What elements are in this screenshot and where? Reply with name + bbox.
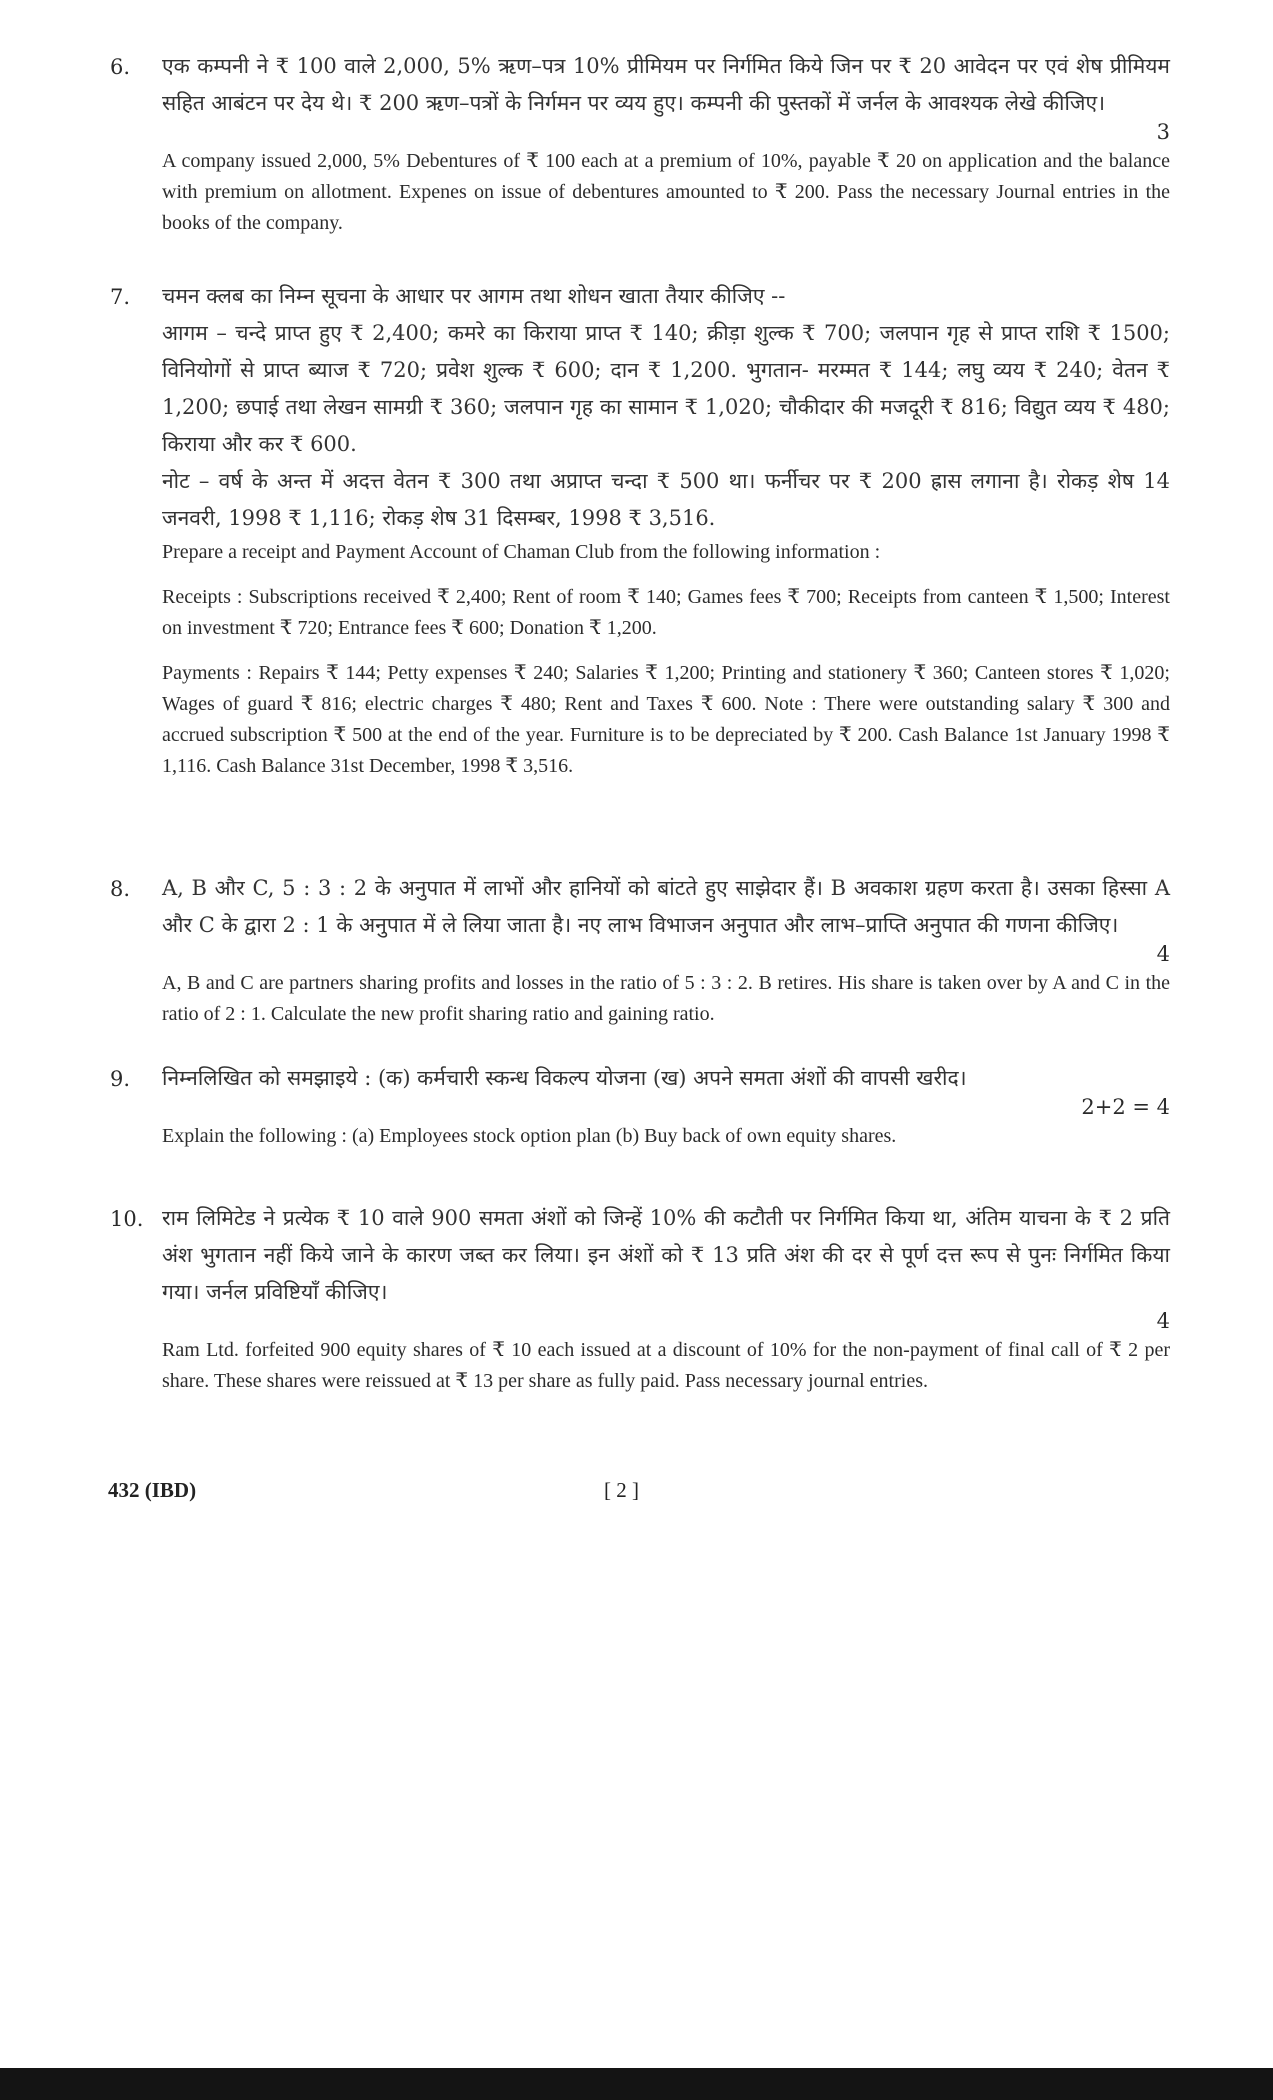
hindi-note-text: नोट – वर्ष के अन्त में अदत्त वेतन ₹ 300 तथा अप्राप्त चन्दा ₹ 500 था। फर्नीचर पर ₹ 200 ह्रास लगाना है। रोकड़ शेष 1 जनवरी, 1998 ₹ 1,116; रोकड़ शेष 31 दिसम्बर, 1998 ₹ 3,516. <box>162 469 1157 530</box>
question-7 <box>110 278 1170 782</box>
question-9 <box>110 1060 1170 1152</box>
paper-code: 432 (IBD) <box>108 1478 197 1502</box>
question-english-text: A, B and C are partners sharing profits and losses in the ratio of 5 : 3 : 2. B retires. His share is taken over by A and C in the ratio of 2 : 1. Calculate the new profit sharing ratio and gaining ratio. <box>162 972 1170 1025</box>
question-number: 6. <box>110 55 131 79</box>
question-english-text: A company issued 2,000, 5% Debentures of ₹ 100 each at a premium of 10%, payable ₹ 20 on application and the balance with premium on allotment. Expenes on issue of debentures amounted to ₹ 200. Pass the necessary Journal entries in the books of the company. <box>162 150 1170 234</box>
question-english-intro: Prepare a receipt and Payment Account of Chaman Club from the following information : <box>162 541 881 563</box>
question-hindi-intro: चमन क्लब का निम्न सूचना के आधार पर आगम तथा शोधन खाता तैयार कीजिए -- <box>162 284 786 308</box>
question-number: 8. <box>110 877 131 901</box>
question-hindi-text: राम लिमिटेड ने प्रत्येक ₹ 10 वाले 900 समता अंशों को जिन्हें 10% की कटौती पर निर्गमित किया था, अंतिम याचना के ₹ 2 प्रति अंश भुगतान नहीं किये जाने के कारण जब्त कर लिया। इन अंशों को ₹ 13 प्रति अंश की दर से पूर्ण दत्त रूप से पुनः निर्गमित किया गया। जर्नल प्रविष्टियाँ कीजिए। <box>162 1206 1170 1304</box>
question-marks: 3 <box>1156 120 1170 144</box>
question-marks: 4 <box>1156 942 1170 966</box>
question-marks: 4 <box>1156 1309 1170 1333</box>
scan-border <box>0 2068 1273 2100</box>
question-hindi-text: निम्नलिखित को समझाइये : (क) कर्मचारी स्कन्ध विकल्प योजना (ख) अपने समता अंशों की वापसी खरीद। <box>162 1066 967 1090</box>
question-6 <box>110 48 1170 239</box>
question-marks: 4 <box>1156 469 1170 493</box>
question-english-payments: Payments : Repairs ₹ 144; Petty expenses ₹ 240; Salaries ₹ 1,200; Printing and stationery ₹ 360; Canteen stores ₹ 1,020; Wages of guard ₹ 816; electric charges ₹ 480; Rent and Taxes ₹ 600. Note : There were outstanding salary ₹ 300 and accrued subscription ₹ 500 at the end of the year. Furniture is to be depreciated by ₹ 200. Cash Balance 1st January 1998 ₹ 1,116. Cash Balance 31st December, 1998 ₹ 3,516. <box>162 662 1170 777</box>
question-8 <box>110 870 1170 1030</box>
question-hindi-note <box>162 463 1170 537</box>
question-marks: 2+2 = 4 <box>1081 1095 1170 1119</box>
question-english-receipts: Receipts : Subscriptions received ₹ 2,400; Rent of room ₹ 140; Games fees ₹ 700; Receipts from canteen ₹ 1,500; Interest on investment ₹ 720; Entrance fees ₹ 600; Donation ₹ 1,200. <box>162 586 1170 639</box>
question-hindi-text: आगम – चन्दे प्राप्त हुए ₹ 2,400; कमरे का किराया प्राप्त ₹ 140; क्रीड़ा शुल्क ₹ 700; जलपान गृह से प्राप्त राशि ₹ 1500; विनियोगों से प्राप्त ब्याज ₹ 720; प्रवेश शुल्क ₹ 600; दान ₹ 1,200. भुगतान- मरम्मत ₹ 144; लघु व्यय ₹ 240; वेतन ₹ 1,200; छपाई तथा लेखन सामग्री ₹ 360; जलपान गृह का सामान ₹ 1,020; चौकीदार की मजदूरी ₹ 816; विद्युत व्यय ₹ 480; किराया और कर ₹ 600. <box>162 321 1170 456</box>
question-english-text: Ram Ltd. forfeited 900 equity shares of ₹ 10 each issued at a discount of 10% for the non-payment of final call of ₹ 2 per share. These shares were reissued at ₹ 13 per share as fully paid. Pass necessary journal entries. <box>162 1339 1170 1392</box>
question-number: 9. <box>110 1067 131 1091</box>
question-10 <box>110 1200 1170 1397</box>
question-english-text: Explain the following : (a) Employees stock option plan (b) Buy back of own equity shares. <box>162 1125 897 1147</box>
question-number: 7. <box>110 285 131 309</box>
question-hindi-text: A, B और C, 5 : 3 : 2 के अनुपात में लाभों और हानियों को बांटते हुए साझेदार हैं। B अवकाश ग्रहण करता है। उसका हिस्सा A और C के द्वारा 2 : 1 के अनुपात में ले लिया जाता है। नए लाभ विभाजन अनुपात और लाभ–प्राप्ति अनुपात की गणना कीजिए। <box>162 876 1170 937</box>
page-number: [ 2 ] <box>604 1478 639 1502</box>
question-number: 10. <box>110 1207 144 1231</box>
question-hindi-text: एक कम्पनी ने ₹ 100 वाले 2,000, 5% ऋण–पत्र 10% प्रीमियम पर निर्गमित किये जिन पर ₹ 20 आवेदन पर एवं शेष प्रीमियम सहित आबंटन पर देय थे। ₹ 200 ऋण–पत्रों के निर्गमन पर व्यय हुए। कम्पनी की पुस्तकों में जर्नल के आवश्यक लेखे कीजिए। <box>162 54 1170 115</box>
